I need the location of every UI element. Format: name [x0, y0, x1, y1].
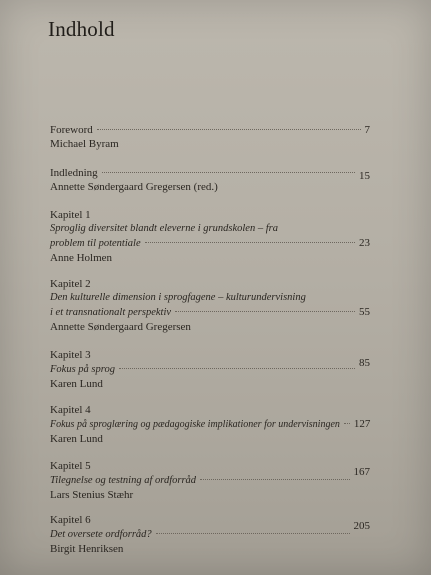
toc-entry-kapitel-2: [50, 277, 370, 334]
page-number: 23: [359, 237, 370, 249]
entry-label: Kapitel 3: [50, 349, 91, 361]
entry-author: Lars Stenius Stæhr: [50, 489, 134, 501]
entry-title: Fokus på sprog: [50, 364, 115, 375]
entry-author: Karen Lund: [50, 378, 103, 390]
entry-label: Foreword: [50, 124, 93, 136]
entry-title: Den kulturelle dimension i sprogfagene – kulturundervisning: [50, 292, 306, 303]
entry-title-cont: i et transnationalt perspektiv: [50, 307, 172, 318]
entry-title: Det oversete ordforråd?: [50, 529, 152, 540]
page-number: 85: [359, 357, 370, 369]
entry-author: Annette Søndergaard Gregersen: [50, 321, 191, 333]
toc-entry-kapitel-6: [50, 513, 370, 556]
entry-label: Kapitel 5: [50, 460, 91, 472]
toc-row: [50, 305, 370, 320]
page-number: 55: [359, 306, 370, 318]
toc-entry-kapitel-1: [50, 208, 370, 265]
leader-dots: [145, 242, 355, 243]
toc-entry-foreword: [50, 123, 370, 151]
leader-dots: [175, 311, 355, 312]
entry-title: Tilegnelse og testning af ordforråd: [50, 475, 197, 486]
page-title: Indhold: [48, 17, 115, 41]
entry-label: Indledning: [50, 167, 98, 179]
page-number: 127: [353, 418, 371, 430]
entry-label: Kapitel 4: [50, 404, 91, 416]
leader-dots: [344, 423, 350, 424]
page-number: 167: [353, 466, 370, 478]
entry-author: Birgit Henriksen: [50, 543, 124, 555]
toc-row: [50, 417, 370, 432]
toc-entry-indledning: [50, 166, 370, 194]
entry-author: Anne Holmen: [50, 252, 113, 264]
entry-author: Karen Lund: [50, 433, 103, 445]
entry-label: Kapitel 1: [50, 209, 91, 221]
toc-entry-kapitel-3: [50, 348, 370, 391]
entry-title-cont: problem til potentiale: [50, 238, 141, 249]
leader-dots: [102, 172, 355, 173]
page-number: 7: [364, 124, 370, 136]
leader-dots: [119, 368, 355, 369]
entry-author: Annette Søndergaard Gregersen (red.): [50, 181, 218, 193]
page-number: 15: [359, 170, 370, 182]
entry-title: Sproglig diversitet blandt eleverne i grundskolen – fra: [50, 223, 278, 234]
toc-row: [50, 357, 370, 377]
entry-title: Fokus på sproglæring og pædagogiske implikationer for undervisningen: [50, 419, 340, 430]
toc-row: [50, 166, 370, 180]
toc-row: [50, 236, 370, 251]
leader-dots: [200, 479, 349, 480]
leader-dots: [156, 533, 350, 534]
entry-label: Kapitel 2: [50, 278, 91, 290]
toc-entry-kapitel-4: [50, 403, 370, 446]
toc-row: [50, 123, 370, 137]
leader-dots: [97, 129, 361, 130]
toc-entry-kapitel-5: [50, 459, 370, 502]
page-number: 205: [353, 520, 370, 532]
entry-label: Kapitel 6: [50, 514, 91, 526]
entry-author: Michael Byram: [50, 138, 119, 150]
